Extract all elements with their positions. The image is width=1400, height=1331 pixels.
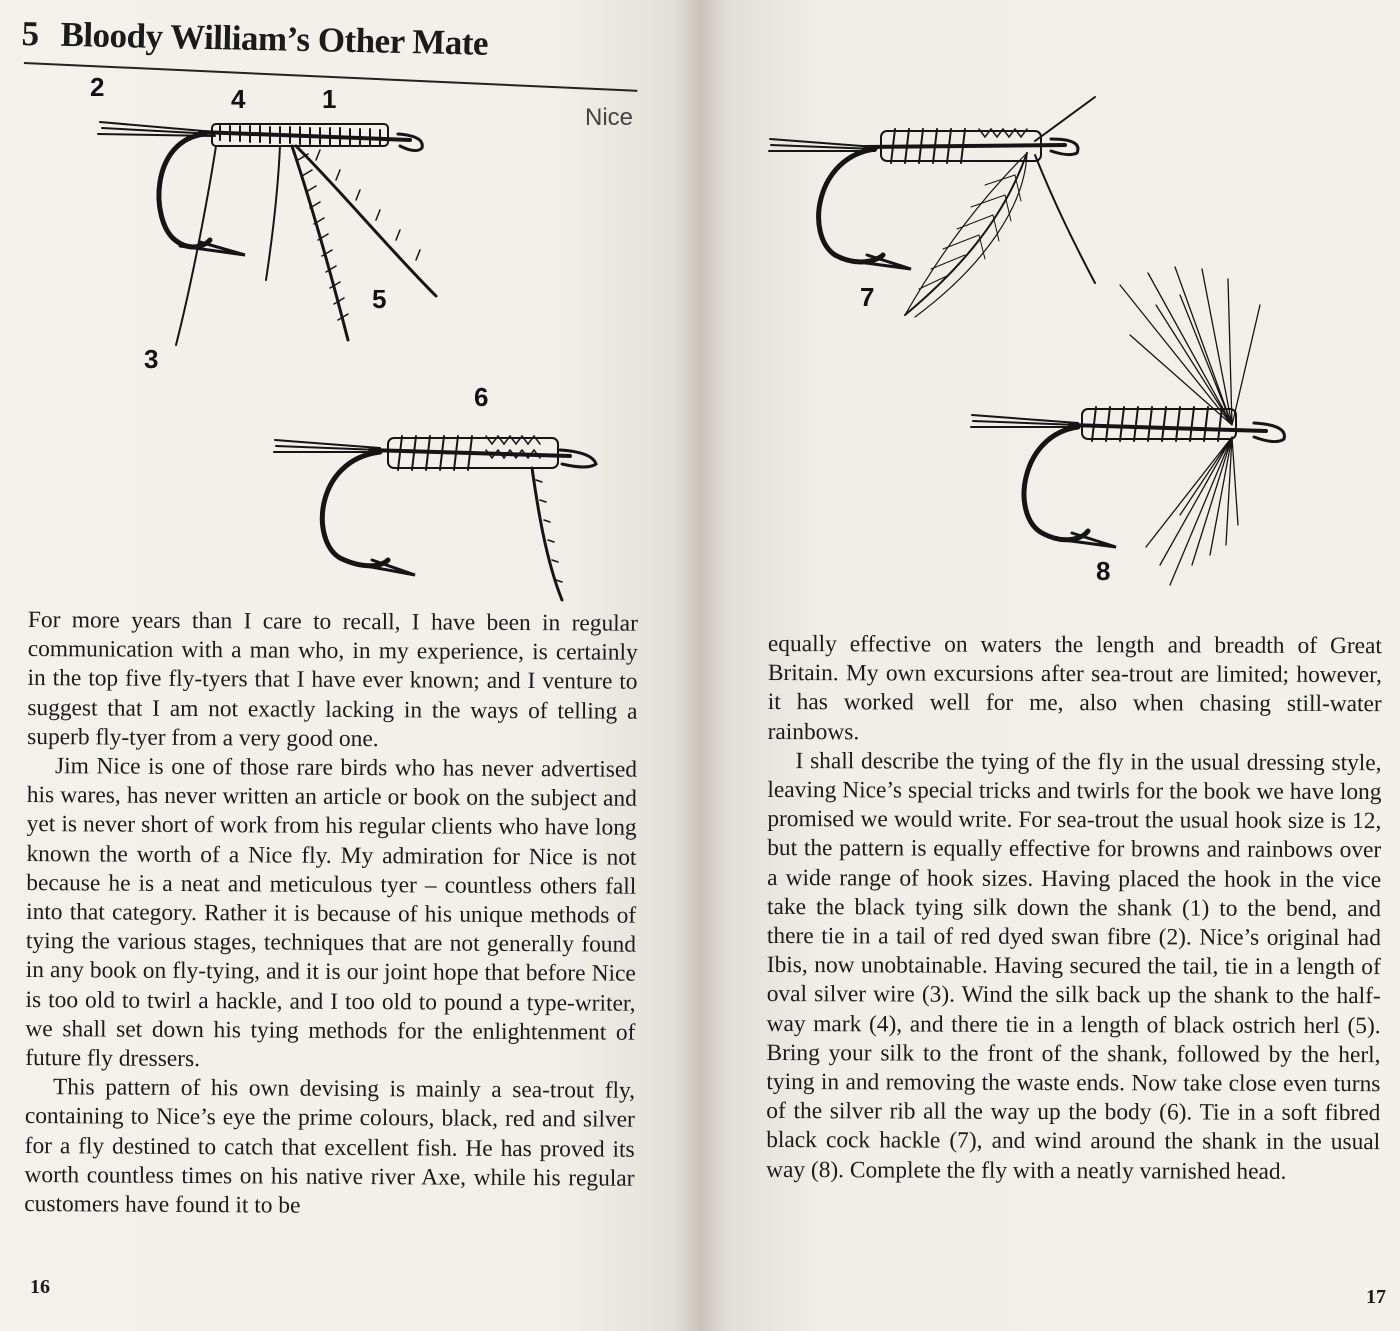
step-label-5: 5 <box>372 284 387 314</box>
step-label-3: 3 <box>144 344 159 374</box>
left-paragraph-1: For more years than I care to recall, I have been in regular communication with a man who, in my experience, is certainly in the top five fly-tyers that I have ever known; and I venture to suggest that I am not exactly lacking in the ways of telling a superb fly-tyer from a very good one. <box>27 607 638 752</box>
fly-figure-step-8 <box>970 265 1300 595</box>
step-label-2: 2 <box>90 72 105 102</box>
step-label-4: 4 <box>231 84 246 114</box>
left-page-text <box>24 606 638 1223</box>
chapter-title: Bloody William’s Other Mate <box>60 14 489 63</box>
fly-figure-step-6 <box>270 420 610 605</box>
right-page-text <box>766 630 1382 1187</box>
step-label-7: 7 <box>860 282 875 312</box>
left-paragraph-3: This pattern of his own devising is mainly a sea-trout fly, containing to Nice’s eye the prime colours, black, red and silver for a fly destined to catch that excellent fish. He has proved its worth countless times on his native river Axe, while his regular customers have found it to be <box>24 1074 636 1219</box>
right-page <box>700 0 1400 1331</box>
author-tag: Nice <box>585 104 634 131</box>
chapter-number: 5 <box>21 14 39 54</box>
page-number-left: 16 <box>30 1276 50 1298</box>
step-label-6: 6 <box>474 382 489 412</box>
step-label-1: 1 <box>322 84 337 114</box>
right-paragraph-1: equally effective on waters the length and breadth of Great Britain. My own excursions after sea-trout are limited; however, it has worked well for me, also when chasing still-water rainbows. <box>767 631 1382 745</box>
fly-figure-steps-1-5 <box>80 100 460 360</box>
right-paragraph-2: I shall describe the tying of the fly in the usual dressing style, leaving Nice’s special tricks and twirls for the book we have long promised we would write. For sea-trout the usual hook size is 12, but the pattern is equally effective for browns and rainbows over a wide range of hook sizes. Having placed the hook in the vice take the black tying silk down the shank (1) to the bend, and there tie in a tail of red dyed swan fibre (2). Nice’s original had Ibis, now unobtainable. Having secured the tail, tie in a length of oval silver wire (3). Wind the silk back up the shank to the half-way mark (4), and there tie in a length of black ostrich herl (5). Bring your silk to the front of the shank, followed by the herl, tying in and removing the waste ends. Now take close even turns of the silver rib all the way up the body (6). Tie in a soft fibred black cock hackle (7), and wind around the shank in the usual way (8). Complete the fly with a neatly varnished head. <box>766 747 1382 1185</box>
page-number-right: 17 <box>1366 1286 1386 1308</box>
left-paragraph-2: Jim Nice is one of those rare birds who has never advertised his wares, has never written an article or book on the subject and yet is never short of work from his regular clients who have long known the worth of a Nice fly. My admiration for Nice is not because he is a neat and meticulous tyer – countless others fall into that category. Rather it is because of his unique methods of tying the various stages, techniques that are not generally found in any book on fly-tying, and it is our joint hope that before Nice is too old to twirl a hackle, and I too old to pound a type-writer, we shall set down his tying methods for the enlightenment of future fly dressers. <box>25 753 638 1073</box>
chapter-header <box>21 14 488 64</box>
step-label-8: 8 <box>1096 556 1111 586</box>
